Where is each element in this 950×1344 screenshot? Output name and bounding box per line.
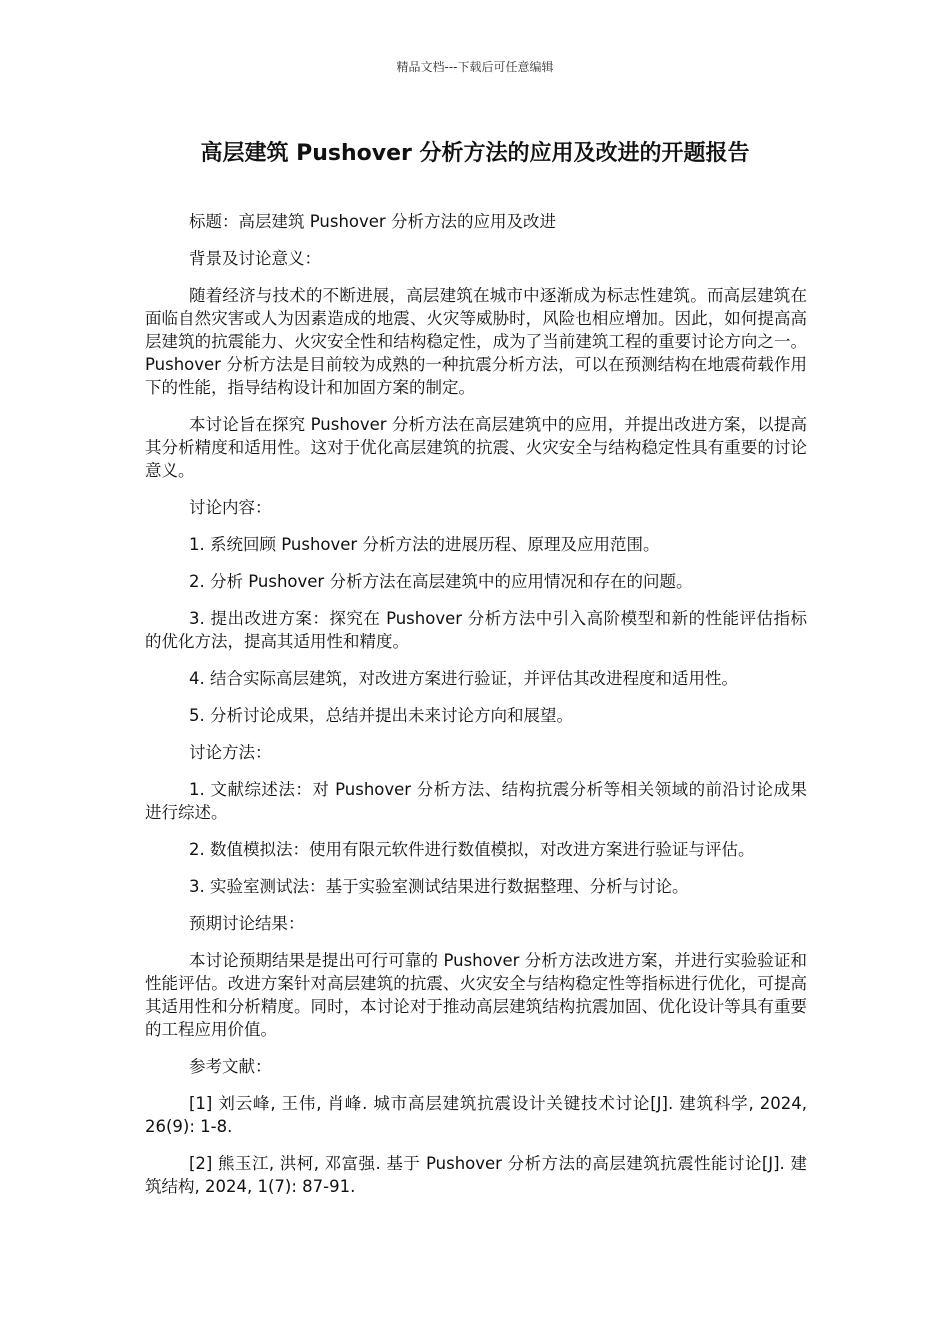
heading-references: 参考文献： [189, 1057, 272, 1076]
content-item-1: 1. 系统回顾 Pushover 分析方法的进展历程、原理及应用范围。 [189, 535, 660, 554]
document-body [145, 210, 807, 1212]
method-item-1: 1. 文献综述法：对 Pushover 分析方法、结构抗震分析等相关领域的前沿讨论成果进行综述。 [145, 780, 807, 822]
method-item-3: 3. 实验室测试法：基于实验室测试结果进行数据整理、分析与讨论。 [189, 877, 689, 896]
heading-background: 背景及讨论意义： [189, 249, 321, 268]
heading-methods: 讨论方法： [189, 743, 272, 762]
paragraph-background-2: 本讨论旨在探究 Pushover 分析方法在高层建筑中的应用，并提出改进方案，以提高其分析精度和适用性。这对于优化高层建筑的抗震、火灾安全与结构稳定性具有重要的讨论意义。 [145, 415, 807, 480]
paragraph-expected-results: 本讨论预期结果是提出可行可靠的 Pushover 分析方法改进方案，并进行实验验证和性能评估。改进方案针对高层建筑的抗震、火灾安全与结构稳定性等指标进行优化，可提高其适用性和分析精度。同时，本讨论对于推动高层建筑结构抗震加固、优化设计等具有重要的工程应用价值。 [145, 951, 807, 1039]
paragraph-subject: 标题：高层建筑 Pushover 分析方法的应用及改进 [189, 212, 556, 231]
document-title: 高层建筑 Pushover 分析方法的应用及改进的开题报告 [200, 141, 750, 166]
content-item-5: 5. 分析讨论成果，总结并提出未来讨论方向和展望。 [189, 706, 573, 725]
paragraph-background-1: 随着经济与技术的不断进展，高层建筑在城市中逐渐成为标志性建筑。而高层建筑在面临自然灾害或人为因素造成的地震、火灾等威胁时，风险也相应增加。因此，如何提高高层建筑的抗震能力、火灾安全性和结构稳定性，成为了当前建筑工程的重要讨论方向之一。Pushover 分析方法是目前较为成熟的一种抗震分析方法，可以在预测结构在地震荷载作用下的性能，指导结构设计和加固方案的制定。 [145, 286, 807, 397]
heading-expected-results: 预期讨论结果： [189, 914, 305, 933]
heading-content: 讨论内容： [189, 498, 272, 517]
reference-2: [2] 熊玉江, 洪柯, 邓富强. 基于 Pushover 分析方法的高层建筑抗震性能讨论[J]. 建筑结构, 2024, 1(7): 87-91. [145, 1154, 807, 1196]
content-item-4: 4. 结合实际高层建筑，对改进方案进行验证，并评估其改进程度和适用性。 [189, 669, 738, 688]
header-note: 精品文档---下载后可任意编辑 [396, 60, 554, 74]
content-item-3: 3. 提出改进方案：探究在 Pushover 分析方法中引入高阶模型和新的性能评估指标的优化方法，提高其适用性和精度。 [145, 609, 807, 651]
content-item-2: 2. 分析 Pushover 分析方法在高层建筑中的应用情况和存在的问题。 [189, 572, 693, 591]
method-item-2: 2. 数值模拟法：使用有限元软件进行数值模拟，对改进方案进行验证与评估。 [189, 840, 755, 859]
reference-1: [1] 刘云峰, 王伟, 肖峰. 城市高层建筑抗震设计关键技术讨论[J]. 建筑科学, 2024, 26(9): 1-8. [145, 1094, 807, 1136]
